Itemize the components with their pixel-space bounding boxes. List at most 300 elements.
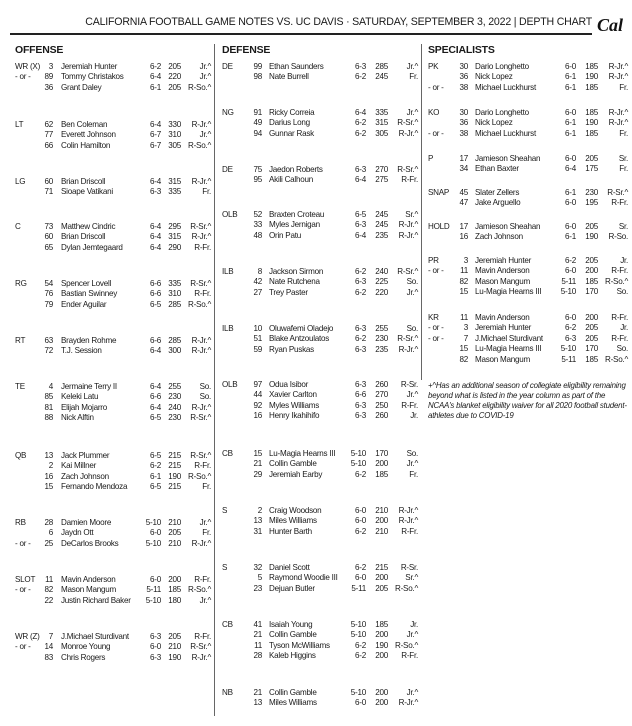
player-height: 6-3 [355, 62, 366, 71]
player-name: Daniel Scott [269, 563, 310, 572]
jersey-number: 11 [254, 640, 262, 650]
player-year: R-Fr. [194, 632, 211, 641]
player-name: Nate Rutchena [269, 277, 320, 287]
player-year: R-Jr.^ [191, 232, 211, 242]
player-height: 6-1 [150, 82, 161, 92]
player-height: 6-0 [355, 573, 366, 583]
player-year: Jr.^ [406, 630, 418, 640]
player-name: Slater Zellers [475, 188, 520, 197]
depth-chart-row [428, 62, 628, 72]
player-name: Darius Long [269, 118, 310, 128]
player-year: R-Jr.^ [191, 538, 211, 548]
player-year: R-Jr.^ [608, 108, 628, 117]
player-weight: 185 [585, 82, 598, 92]
player-weight: 240 [375, 267, 388, 276]
depth-chart-row [222, 324, 418, 334]
player-year: R-Sr.^ [190, 222, 211, 231]
depth-chart-row [222, 288, 418, 298]
player-weight: 205 [168, 62, 181, 71]
player-year: R-Sr.^ [397, 118, 418, 128]
player-weight: 175 [585, 164, 598, 174]
or-marker: - or - [428, 323, 444, 333]
player-year: R-So.^ [395, 583, 418, 593]
position-label: KR [428, 313, 439, 322]
player-weight: 305 [168, 140, 181, 150]
player-height: 6-4 [150, 177, 161, 186]
player-weight: 315 [168, 177, 181, 186]
jersey-number: 2 [48, 461, 53, 471]
depth-chart-row [428, 164, 628, 174]
specialists-position-group [428, 154, 628, 175]
offense-position-group [15, 279, 211, 310]
player-height: 6-2 [355, 334, 366, 344]
defense-position-group [222, 62, 418, 83]
player-name: Nate Burrell [269, 72, 309, 82]
depth-chart-row [15, 130, 211, 140]
player-year: Fr. [202, 528, 211, 538]
player-name: Jeremiah Hunter [61, 62, 118, 71]
player-height: 5-11 [351, 583, 366, 593]
player-height: 6-2 [150, 461, 161, 471]
player-weight: 200 [375, 630, 388, 640]
depth-chart-row [15, 141, 211, 151]
player-height: 6-7 [150, 130, 161, 140]
player-height: 6-1 [565, 118, 576, 128]
player-year: R-Fr. [194, 575, 211, 584]
player-weight: 285 [375, 62, 388, 71]
depth-chart-row [15, 413, 211, 423]
jersey-number: 15 [459, 344, 468, 354]
jersey-number: 88 [44, 413, 53, 423]
or-marker: - or - [428, 266, 444, 276]
player-name: Orin Patu [269, 230, 301, 240]
position-label: WR (X) [15, 62, 41, 71]
player-height: 6-2 [150, 62, 161, 71]
jersey-number: 79 [44, 299, 53, 309]
jersey-number: 28 [253, 651, 262, 661]
offense-position-group [15, 336, 211, 357]
depth-chart-row [15, 461, 211, 471]
player-name: Miles Williams [269, 698, 317, 708]
offense-column [15, 44, 211, 662]
player-height: 6-0 [565, 108, 576, 117]
player-weight: 215 [375, 563, 388, 572]
eligibility-footnote: +^Has an additional season of collegiate eligibility remaining beyond what is listed in the year column as part of the NCAA's blanket eligibility waiver for all 2020 football student-athletes due to COVID-19 [428, 381, 627, 420]
player-weight: 335 [375, 108, 388, 117]
player-year: Sr.^ [405, 573, 418, 583]
player-height: 6-0 [150, 575, 161, 584]
position-label: DE [222, 165, 233, 174]
player-name: Jamieson Sheahan [475, 222, 541, 231]
depth-chart-row [15, 632, 211, 642]
player-year: Fr. [409, 469, 418, 479]
player-name: Kaleb Higgins [269, 651, 316, 661]
player-year: R-Jr.^ [191, 402, 211, 412]
player-name: Matthew Cindric [61, 222, 116, 231]
player-name: Myles Jernigan [269, 220, 320, 230]
jersey-number: 11 [460, 266, 468, 276]
depth-chart-row [15, 653, 211, 663]
player-year: R-Jr.^ [608, 72, 628, 82]
player-height: 6-2 [355, 287, 366, 297]
jersey-number: 82 [44, 585, 53, 595]
or-marker: - or - [428, 333, 444, 343]
jersey-number: 7 [48, 632, 53, 641]
position-label: S [222, 506, 228, 515]
position-label: LG [15, 177, 26, 186]
depth-chart-row [222, 175, 418, 185]
player-weight: 180 [168, 595, 181, 605]
depth-chart-row [222, 459, 418, 469]
player-name: Brian Driscoll [61, 177, 106, 186]
player-height: 6-4 [150, 72, 161, 82]
player-name: J.Michael Sturdivant [475, 333, 543, 343]
player-year: R-Jr.^ [398, 344, 418, 354]
column-divider-right [421, 44, 422, 380]
player-name: Michael Luckhurst [475, 128, 536, 138]
player-year: R-Jr.^ [398, 230, 418, 240]
player-height: 6-1 [565, 72, 576, 82]
depth-chart-row [428, 83, 628, 93]
depth-chart-row [222, 118, 418, 128]
depth-chart-row [15, 346, 211, 356]
player-height: 6-0 [150, 642, 161, 652]
player-name: Ethan Baxter [475, 164, 519, 174]
jersey-number: 7 [463, 333, 468, 343]
player-year: R-Jr.^ [191, 346, 211, 356]
player-weight: 200 [375, 698, 388, 708]
player-weight: 205 [585, 323, 598, 333]
player-year: R-Jr.^ [398, 506, 418, 515]
player-height: 6-4 [355, 108, 366, 117]
player-name: Braxten Croteau [269, 210, 325, 219]
depth-chart-row [15, 482, 211, 492]
player-year: R-Jr.^ [398, 220, 418, 230]
player-year: R-Jr.^ [608, 62, 628, 71]
jersey-number: 5 [257, 573, 262, 583]
player-name: Everett Johnson [61, 130, 116, 140]
player-height: 6-2 [565, 256, 576, 265]
depth-chart-row [222, 630, 418, 640]
player-year: R-Sr.^ [190, 642, 211, 652]
offense-position-group [15, 120, 211, 151]
player-weight: 205 [168, 528, 181, 538]
depth-chart-row [428, 129, 628, 139]
position-label: RT [15, 336, 26, 345]
depth-chart-row [15, 518, 211, 528]
player-name: Tyson McWilliams [269, 640, 330, 650]
depth-chart-row [15, 62, 211, 72]
offense-position-group [15, 632, 211, 663]
jersey-number: 44 [253, 390, 262, 400]
offense-position-group [15, 575, 211, 606]
player-year: R-Fr. [611, 313, 628, 322]
player-weight: 185 [375, 620, 388, 629]
player-weight: 240 [168, 402, 181, 412]
jersey-number: 94 [253, 128, 262, 138]
jersey-number: 21 [253, 630, 262, 640]
player-weight: 210 [168, 642, 181, 652]
player-height: 5-10 [145, 595, 161, 605]
jersey-number: 30 [459, 108, 468, 117]
defense-position-group [222, 506, 418, 537]
position-label: ILB [222, 267, 234, 276]
player-height: 5-10 [560, 344, 576, 354]
player-height: 6-2 [355, 651, 366, 661]
player-weight: 245 [375, 210, 388, 219]
player-year: Sr. [618, 154, 628, 163]
depth-chart-row [428, 323, 628, 333]
depth-chart-row [15, 575, 211, 585]
depth-chart-row [428, 344, 628, 354]
player-weight: 210 [375, 526, 388, 536]
position-label: SLOT [15, 575, 36, 584]
position-label: RG [15, 279, 27, 288]
depth-chart-row [15, 642, 211, 652]
depth-chart-row [428, 232, 628, 242]
depth-chart-row [222, 129, 418, 139]
player-year: So. [406, 277, 418, 287]
player-height: 6-1 [565, 82, 576, 92]
depth-chart-row [428, 256, 628, 266]
player-height: 6-2 [355, 563, 366, 572]
position-label: TE [15, 382, 25, 391]
player-year: Jr. [620, 323, 628, 333]
player-weight: 260 [375, 411, 388, 421]
player-name: T.J. Session [61, 346, 102, 356]
player-weight: 205 [585, 333, 598, 343]
player-height: 6-3 [355, 165, 366, 174]
player-name: Zach Johnson [61, 471, 109, 481]
jersey-number: 38 [459, 128, 468, 138]
position-label: WR (Z) [15, 632, 40, 641]
player-weight: 195 [585, 198, 598, 208]
player-weight: 225 [375, 277, 388, 287]
player-height: 6-0 [565, 198, 576, 208]
player-year: R-So.^ [605, 354, 628, 364]
player-name: Odua Isibor [269, 380, 309, 389]
player-height: 5-10 [560, 287, 576, 297]
player-name: Mavin Anderson [475, 313, 530, 322]
depth-chart-row [15, 279, 211, 289]
jersey-number: 3 [463, 323, 468, 333]
player-name: Mason Mangum [475, 354, 531, 364]
player-weight: 200 [168, 575, 181, 584]
player-height: 6-5 [355, 210, 366, 219]
player-weight: 210 [375, 506, 388, 515]
player-name: Ben Coleman [61, 120, 108, 129]
player-weight: 270 [375, 390, 388, 400]
player-year: Jr. [620, 256, 628, 265]
player-height: 6-4 [150, 222, 161, 231]
jersey-number: 16 [44, 471, 53, 481]
player-name: Nick Alftin [61, 413, 94, 423]
depth-chart-row [428, 266, 628, 276]
jersey-number: 16 [253, 411, 262, 421]
player-year: Jr.^ [199, 595, 211, 605]
depth-chart-row [428, 72, 628, 82]
offense-position-group [15, 177, 211, 198]
depth-chart-row [222, 651, 418, 661]
player-weight: 205 [585, 154, 598, 163]
player-height: 6-5 [150, 299, 161, 309]
jersey-number: 99 [253, 62, 262, 71]
player-name: Lu-Magia Hearns III [475, 287, 542, 297]
player-height: 6-7 [150, 140, 161, 150]
depth-chart-row [222, 506, 418, 516]
jersey-number: 82 [459, 276, 468, 286]
player-weight: 315 [168, 232, 181, 242]
player-name: Jeremiah Earby [269, 469, 323, 479]
player-weight: 215 [168, 461, 181, 471]
player-height: 6-3 [355, 344, 366, 354]
jersey-number: 17 [459, 154, 468, 163]
player-height: 6-0 [565, 266, 576, 276]
jersey-number: 11 [45, 575, 53, 584]
jersey-number: 22 [44, 595, 53, 605]
player-height: 6-5 [150, 413, 161, 423]
depth-chart-row [15, 472, 211, 482]
player-height: 5-10 [145, 538, 161, 548]
player-weight: 190 [585, 118, 598, 128]
depth-chart-row [15, 187, 211, 197]
player-weight: 190 [168, 652, 181, 662]
depth-chart-row [222, 527, 418, 537]
player-weight: 215 [168, 482, 181, 492]
player-name: Oluwafemi Oladejo [269, 324, 334, 333]
player-name: Chris Rogers [61, 652, 106, 662]
player-name: Jaedon Roberts [269, 165, 323, 174]
player-height: 6-6 [150, 392, 161, 402]
jersey-number: 36 [44, 82, 53, 92]
player-year: R-Sr.^ [397, 165, 418, 174]
player-weight: 255 [168, 382, 181, 391]
player-year: R-Sr.^ [190, 279, 211, 288]
player-name: Jeremiah Hunter [475, 323, 532, 333]
player-height: 6-6 [355, 390, 366, 400]
player-year: R-Fr. [401, 651, 418, 661]
depth-chart-row [428, 188, 628, 198]
player-weight: 230 [375, 334, 388, 344]
player-year: R-Fr. [401, 400, 418, 410]
player-height: 6-4 [150, 382, 161, 391]
player-name: Zach Johnson [475, 232, 523, 242]
position-label: NB [222, 688, 233, 697]
player-weight: 200 [375, 459, 388, 469]
depth-chart-row [15, 392, 211, 402]
position-label: CB [222, 620, 233, 629]
depth-chart-row [222, 220, 418, 230]
jersey-number: 3 [48, 62, 53, 71]
jersey-number: 51 [253, 334, 262, 344]
player-weight: 335 [168, 187, 181, 197]
jersey-number: 62 [44, 120, 53, 129]
player-year: R-Fr. [194, 242, 211, 252]
player-year: R-Fr. [194, 289, 211, 299]
player-year: Jr.^ [406, 108, 418, 117]
jersey-number: 52 [253, 210, 262, 219]
specialists-position-group [428, 313, 628, 365]
jersey-number: 59 [253, 344, 262, 354]
player-year: R-Fr. [611, 333, 628, 343]
depth-chart-row [222, 620, 418, 630]
cal-logo [596, 12, 624, 36]
player-height: 6-3 [355, 380, 366, 389]
player-height: 6-1 [565, 128, 576, 138]
player-year: Jr.^ [406, 390, 418, 400]
jersey-number: 29 [253, 469, 262, 479]
player-year: R-So.^ [605, 276, 628, 286]
position-label: QB [15, 451, 27, 460]
player-name: Keleki Latu [61, 392, 99, 402]
player-name: Collin Gamble [269, 630, 317, 640]
player-name: Raymond Woodie III [269, 573, 338, 583]
player-year: R-So.^ [188, 471, 211, 481]
player-height: 6-3 [355, 324, 366, 333]
player-year: R-Fr. [194, 461, 211, 471]
jersey-number: 60 [44, 232, 53, 242]
player-year: R-Fr. [401, 526, 418, 536]
specialists-column [428, 44, 628, 364]
player-name: Tommy Christakos [61, 72, 124, 82]
player-name: Michael Luckhurst [475, 82, 536, 92]
player-name: Colin Hamilton [61, 140, 111, 150]
player-name: Jamieson Sheahan [475, 154, 541, 163]
player-weight: 295 [168, 222, 181, 231]
player-name: Miles Williams [269, 516, 317, 526]
player-year: So. [616, 287, 628, 297]
player-year: R-Fr. [611, 266, 628, 276]
player-weight: 200 [375, 516, 388, 526]
jersey-number: 54 [44, 279, 53, 288]
player-weight: 335 [168, 279, 181, 288]
player-year: Jr.^ [199, 62, 211, 71]
player-height: 6-3 [355, 400, 366, 410]
depth-chart-row [428, 108, 628, 118]
depth-chart-row [428, 355, 628, 365]
jersey-number: 30 [459, 62, 468, 71]
player-weight: 190 [168, 471, 181, 481]
player-weight: 205 [168, 632, 181, 641]
jersey-number: 4 [48, 382, 53, 391]
player-year: R-Sr.^ [397, 334, 418, 344]
specialists-position-group [428, 256, 628, 298]
depth-chart-row [222, 277, 418, 287]
logo-text: Cal [597, 15, 624, 35]
jersey-number: 42 [253, 277, 262, 287]
player-year: Jr.^ [199, 130, 211, 140]
depth-chart-row [222, 165, 418, 175]
depth-chart-row [428, 222, 628, 232]
player-height: 6-5 [150, 482, 161, 492]
player-weight: 205 [168, 82, 181, 92]
player-name: Hunter Barth [269, 526, 312, 536]
player-height: 6-0 [150, 528, 161, 538]
position-label: OLB [222, 380, 238, 389]
player-weight: 170 [585, 344, 598, 354]
player-height: 5-10 [145, 518, 161, 527]
player-name: Brian Driscoll [61, 232, 106, 242]
defense-position-group [222, 449, 418, 480]
defense-position-group [222, 267, 418, 298]
depth-chart-row [15, 222, 211, 232]
player-weight: 185 [168, 585, 181, 595]
player-height: 6-3 [150, 187, 161, 197]
player-name: Gunnar Rask [269, 128, 314, 138]
player-year: Fr. [619, 82, 628, 92]
player-year: Jr. [410, 411, 418, 421]
player-name: Fernando Mendoza [61, 482, 128, 492]
